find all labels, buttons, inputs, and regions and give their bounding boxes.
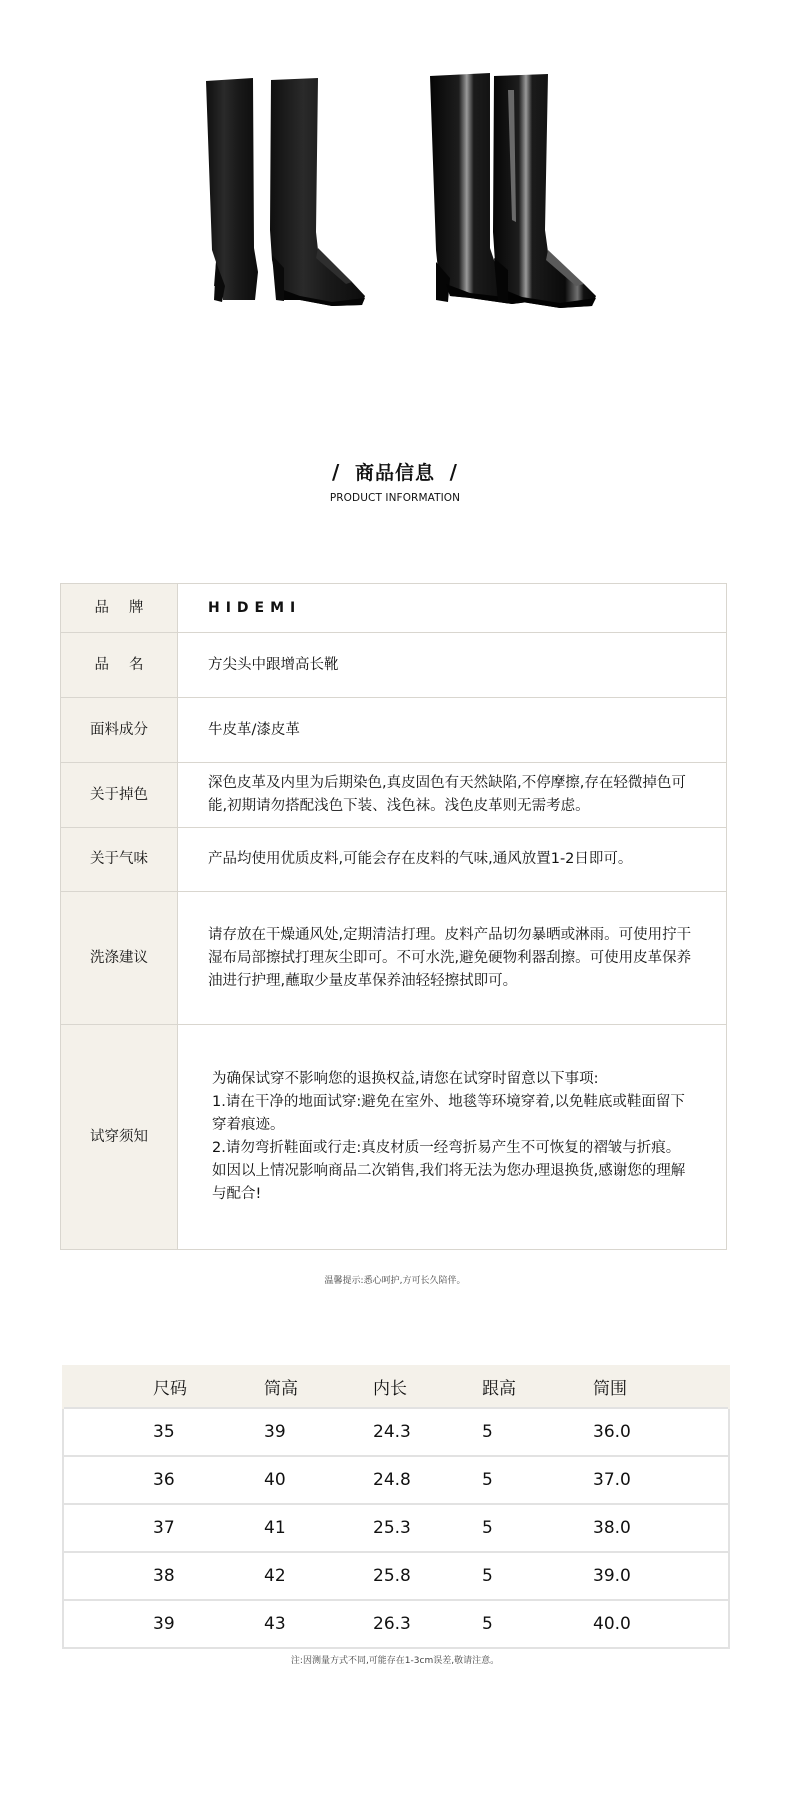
size-cell: 24.3 (373, 1408, 482, 1456)
size-cell: 40.0 (593, 1600, 729, 1648)
info-value: 产品均使用优质皮料,可能会存在皮料的气味,通风放置1-2日即可。 (178, 828, 727, 892)
info-label: 洗涤建议 (61, 892, 178, 1025)
size-cell: 25.3 (373, 1504, 482, 1552)
info-row-care (61, 892, 727, 1025)
info-value: 牛皮革/漆皮革 (178, 698, 727, 763)
size-col-header: 尺码 (63, 1365, 264, 1408)
section-heading (0, 458, 790, 504)
size-cell: 5 (482, 1552, 593, 1600)
size-cell: 5 (482, 1456, 593, 1504)
info-value: 深色皮革及内里为后期染色,真皮固色有天然缺陷,不停摩擦,存在轻微掉色可能,初期请勿搭配浅色下装、浅色袜。浅色皮革则无需考虑。 (178, 763, 727, 828)
info-row-material (61, 698, 727, 763)
info-value: 请存放在干燥通风处,定期清洁打理。皮料产品切勿暴晒或淋雨。可使用拧干湿布局部擦拭打理灰尘即可。不可水洗,避免硬物利器刮擦。可使用皮革保养油进行护理,蘸取少量皮革保养油轻轻擦拭即可。 (178, 892, 727, 1025)
size-cell: 38.0 (593, 1504, 729, 1552)
care-tip: 温馨提示:悉心呵护,方可长久陪伴。 (324, 1276, 466, 1286)
size-cell: 5 (482, 1504, 593, 1552)
table-row (63, 1600, 729, 1648)
info-label: 试穿须知 (61, 1025, 178, 1250)
info-row-brand (61, 584, 727, 633)
size-cell: 36 (63, 1456, 264, 1504)
size-cell: 5 (482, 1408, 593, 1456)
size-cell: 24.8 (373, 1456, 482, 1504)
boots-illustration (0, 0, 790, 380)
size-cell: 37.0 (593, 1456, 729, 1504)
title-slash-left: / (332, 460, 341, 484)
size-cell: 39.0 (593, 1552, 729, 1600)
info-value: 方尖头中跟增高长靴 (178, 633, 727, 698)
table-row (63, 1552, 729, 1600)
measurement-note: 注:因测量方式不同,可能存在1-3cm误差,敬请注意。 (290, 1656, 500, 1666)
size-table (62, 1365, 730, 1649)
size-cell: 35 (63, 1408, 264, 1456)
info-label: 关于掉色 (61, 763, 178, 828)
info-label: 品牌 (61, 584, 178, 633)
info-value (178, 584, 727, 633)
tryon-line: 2.请勿弯折鞋面或行走:真皮材质一经弯折易产生不可恢复的褶皱与折痕。 (212, 1140, 681, 1156)
size-cell: 26.3 (373, 1600, 482, 1648)
product-hero-image (0, 0, 790, 380)
size-col-header: 内长 (373, 1365, 482, 1408)
size-cell: 36.0 (593, 1408, 729, 1456)
size-cell: 41 (264, 1504, 373, 1552)
info-row-color-fade (61, 763, 727, 828)
title-slash-right: / (449, 460, 458, 484)
info-label: 品名 (61, 633, 178, 698)
section-subtitle: PRODUCT INFORMATION (329, 492, 461, 504)
info-row-odor (61, 828, 727, 892)
section-title (0, 458, 790, 485)
product-info-table (60, 583, 727, 1250)
info-row-tryon (61, 1025, 727, 1250)
size-cell: 42 (264, 1552, 373, 1600)
size-cell: 43 (264, 1600, 373, 1648)
matte-boot-front (270, 78, 365, 306)
tryon-line: 如因以上情况影响商品二次销售,我们将无法为您办理退换货,感谢您的理解与配合! (212, 1163, 686, 1202)
size-cell: 38 (63, 1552, 264, 1600)
size-col-header: 跟高 (482, 1365, 593, 1408)
title-text: 商品信息 (354, 462, 435, 484)
size-cell: 37 (63, 1504, 264, 1552)
size-cell: 39 (63, 1600, 264, 1648)
size-header-row (63, 1365, 729, 1408)
size-cell: 40 (264, 1456, 373, 1504)
table-row (63, 1408, 729, 1456)
brand-name: HIDEMI (208, 599, 302, 616)
matte-boot-back (206, 78, 258, 302)
patent-boot-front (493, 74, 596, 308)
size-cell: 5 (482, 1600, 593, 1648)
info-label: 关于气味 (61, 828, 178, 892)
size-col-header: 筒高 (264, 1365, 373, 1408)
table-row (63, 1504, 729, 1552)
info-value (178, 1025, 727, 1250)
tryon-line: 为确保试穿不影响您的退换权益,请您在试穿时留意以下事项: (212, 1071, 599, 1087)
tryon-line: 1.请在干净的地面试穿:避免在室外、地毯等环境穿着,以免鞋底或鞋面留下穿着痕迹。 (212, 1094, 685, 1133)
table-row (63, 1456, 729, 1504)
info-row-name (61, 633, 727, 698)
size-cell: 39 (264, 1408, 373, 1456)
info-label: 面料成分 (61, 698, 178, 763)
size-cell: 25.8 (373, 1552, 482, 1600)
size-col-header: 筒围 (593, 1365, 729, 1408)
